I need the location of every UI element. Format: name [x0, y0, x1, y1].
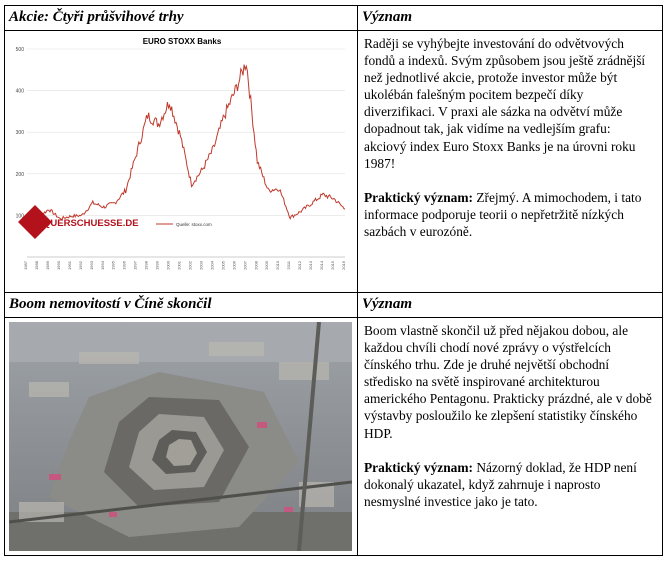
legend-label: Quelle: stoxx.com [176, 222, 212, 227]
row2-paragraph: Boom vlastně skončil už před nějakou dobou, ale každou chvíli chodí nové zprávy o výstřelcích čínského trhu. Zde je druhé největší obchodní středisko na světě inspirované architekturou amerického Pentagonu. Prakticky prázdné, ale v době výstavby posloužilo ke zlepšení statistiky čínského HDP. [364, 323, 652, 441]
x-tick-label: 2013 [308, 261, 314, 270]
x-tick-label: 2012 [297, 261, 303, 270]
row1-right-header: Význam [358, 6, 663, 31]
x-tick-label: 2007 [242, 261, 248, 270]
chart-svg [9, 35, 355, 278]
x-tick-label: 2000 [165, 261, 171, 270]
x-tick-label: 2002 [187, 261, 193, 270]
photo-cell [5, 318, 358, 556]
chart-cell [5, 31, 358, 293]
x-tick-label: 2011 [286, 261, 292, 270]
x-tick-label: 1999 [154, 261, 160, 270]
pentagon-mall-aerial-photo [9, 322, 352, 551]
row1-practical-label: Praktický význam: [364, 189, 473, 205]
y-tick-label: 400 [15, 88, 24, 95]
x-tick-label: 2009 [264, 261, 270, 270]
x-tick-label: 2003 [198, 261, 204, 270]
x-tick-label: 2015 [330, 261, 336, 270]
row1-paragraph: Raději se vyhýbejte investování do odvětvových fondů a indexů. Svým způsobem jsou ještě zrádnější než jednotlivé akcie, protože investor může být ukolébán falešným pocitem bezpečí díky diverzifikaci. V praxi ale sázka na odvětví může dopadnout tak, jak vidíme na vedlejším grafu: akciový index Euro Stoxx Banks je na úrovni roku 1987! [364, 36, 646, 171]
x-tick-label: 1995 [110, 261, 116, 270]
watermark-logo [15, 205, 139, 239]
x-tick-label: 1993 [88, 261, 94, 270]
row2-right-header: Význam [358, 293, 663, 318]
chart-title: EURO STOXX Banks [142, 37, 222, 46]
x-tick-label: 1997 [132, 261, 138, 270]
x-tick-label: 1987 [23, 261, 28, 270]
x-tick-label: 2005 [220, 261, 226, 270]
y-tick-label: 500 [15, 47, 24, 53]
y-tick-label: 100 [15, 213, 24, 220]
content-table [4, 5, 663, 556]
x-tick-label: 1996 [121, 261, 127, 270]
x-tick-label: 2008 [253, 261, 259, 270]
watermark-text: QUERSCHUESSE.DE [43, 218, 139, 229]
x-tick-label: 1990 [55, 261, 61, 270]
x-tick-label: 2006 [231, 261, 237, 270]
row1-practical-text: Zřejmý. A mimochodem, i tato informace podporuje teorii o nepřetržitě nízkých sazbách v eurozóně. [364, 189, 642, 239]
row2-practical-text: Názorný doklad, že HDP není dokonalý ukazatel, když zahrnuje i naprosto nesmyslné investice jako je tato. [364, 459, 637, 509]
x-tick-label: 1994 [99, 261, 105, 270]
x-tick-label: 2014 [319, 261, 325, 270]
x-tick-label: 1991 [66, 261, 72, 270]
x-tick-label: 1989 [44, 261, 50, 270]
row1-text-cell [358, 31, 663, 293]
x-tick-label: 1998 [143, 261, 149, 270]
x-tick-label: 2004 [209, 261, 215, 270]
euro-stoxx-chart [9, 35, 355, 278]
x-tick-label: 2001 [176, 261, 182, 270]
y-tick-label: 300 [15, 130, 24, 137]
x-tick-label: 1992 [77, 261, 83, 270]
series-line [27, 65, 345, 220]
row2-practical-label: Praktický význam: [364, 459, 473, 475]
x-tick-label: 2016 [341, 261, 346, 270]
x-tick-label: 2010 [275, 261, 281, 270]
row2-left-header: Boom nemovitostí v Číně skončil [5, 293, 358, 318]
row2-text-cell [358, 318, 663, 556]
y-tick-label: 200 [15, 171, 24, 178]
x-tick-label: 1988 [33, 261, 39, 270]
row1-left-header: Akcie: Čtyři průšvihové trhy [5, 6, 358, 31]
